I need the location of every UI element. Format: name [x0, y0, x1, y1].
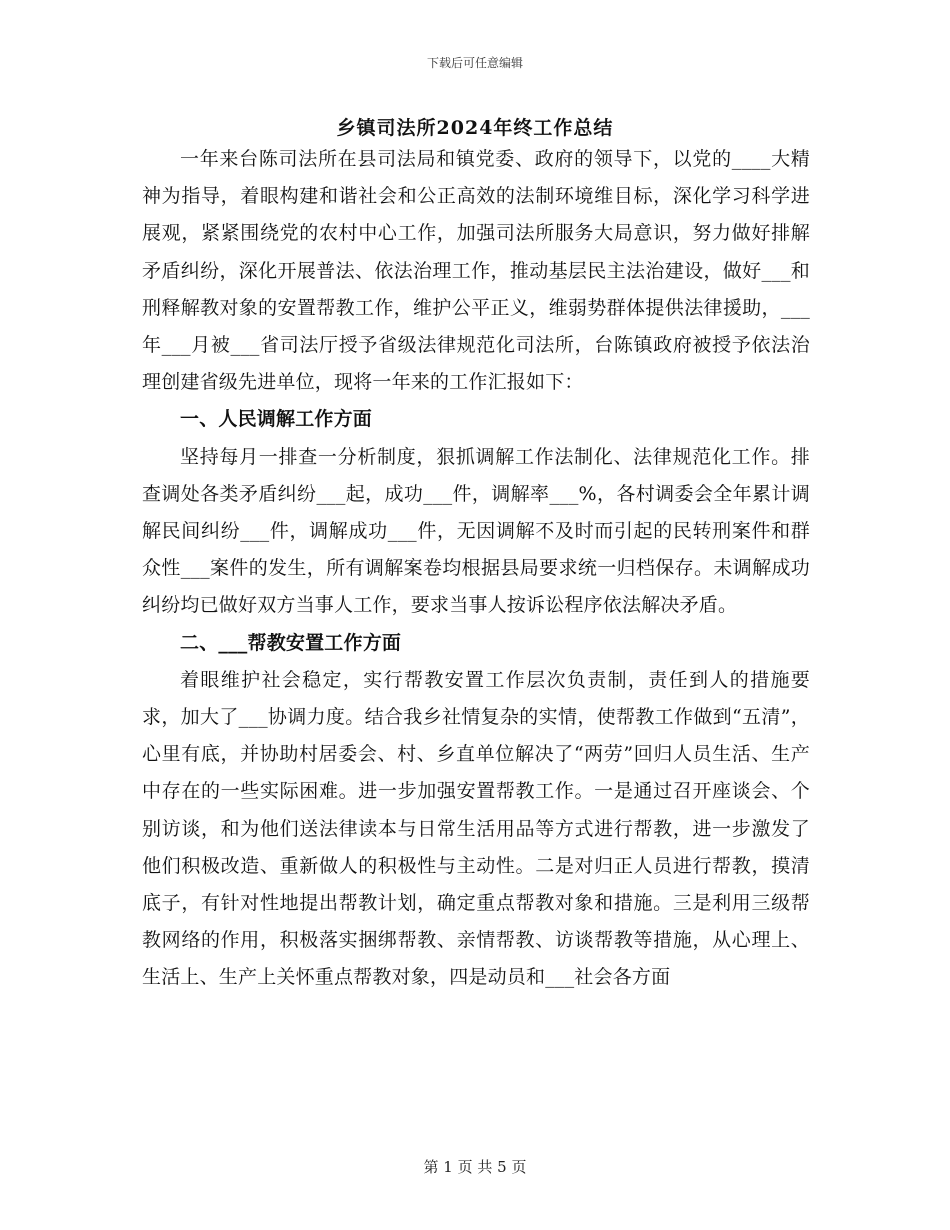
document-title: 乡镇司法所2024年终工作总结: [336, 117, 614, 139]
page-number-footer: 第 1 页 共 5 页: [423, 1158, 527, 1176]
mediation-paragraph: 坚持每月一排查一分析制度，狠抓调解工作法制化、法律规范化工作。排查调处各类矛盾纠纷___起，成功___件，调解率___%，各村调委会全年累计调解民间纠纷___件，调解成功___件，无因调解不及时而引起的民转刑案件和群众性___案件的发生，所有调解案卷均根据县局要求统一归档保存。未调解成功纠纷均已做好双方当事人工作，要求当事人按诉讼程序依法解决矛盾。: [142, 445, 810, 617]
intro-paragraph: 一年来台陈司法所在县司法局和镇党委、政府的领导下，以党的____大精神为指导，着眼构建和谐社会和公正高效的法制环境维目标，深化学习科学进展观，紧紧围绕党的农村中心工作，加强司法所服务大局意识，努力做好排解矛盾纠纷，深化开展普法、依法治理工作，推动基层民主法治建设，做好___和刑释解教对象的安置帮教工作，维护公平正义，维弱势群体提供法律援助，___年___月被___省司法厅授予省级法律规范化司法所，台陈镇政府被授予依法治理创建省级先进单位，现将一年来的工作汇报如下：: [142, 148, 810, 394]
resettlement-paragraph: 着眼维护社会稳定，实行帮教安置工作层次负责制，责任到人的措施要求，加大了___协调力度。结合我乡社情复杂的实情，使帮教工作做到“五清”，心里有底，并协助村居委会、村、乡直单位解决了“两劳”回归人员生活、生产中存在的一些实际困难。进一步加强安置帮教工作。一是通过召开座谈会、个别访谈，和为他们送法律读本与日常生活用品等方式进行帮教，进一步激发了他们积极改造、重新做人的积极性与主动性。二是对归正人员进行帮教，摸清底子，有针对性地提出帮教计划，确定重点帮教对象和措施。三是利用三级帮教网络的作用，积极落实捆绑帮教、亲情帮教、访谈帮教等措施，从心理上、生活上、生产上关怀重点帮教对象，四是动员和___社会各方面: [142, 668, 810, 989]
document-body: [142, 141, 810, 997]
page-header-note: 下载后可任意编辑: [426, 56, 523, 70]
section-heading-resettlement: 二、___帮教安置工作方面: [180, 631, 402, 654]
section-heading-mediation: 一、人民调解工作方面: [180, 408, 373, 431]
